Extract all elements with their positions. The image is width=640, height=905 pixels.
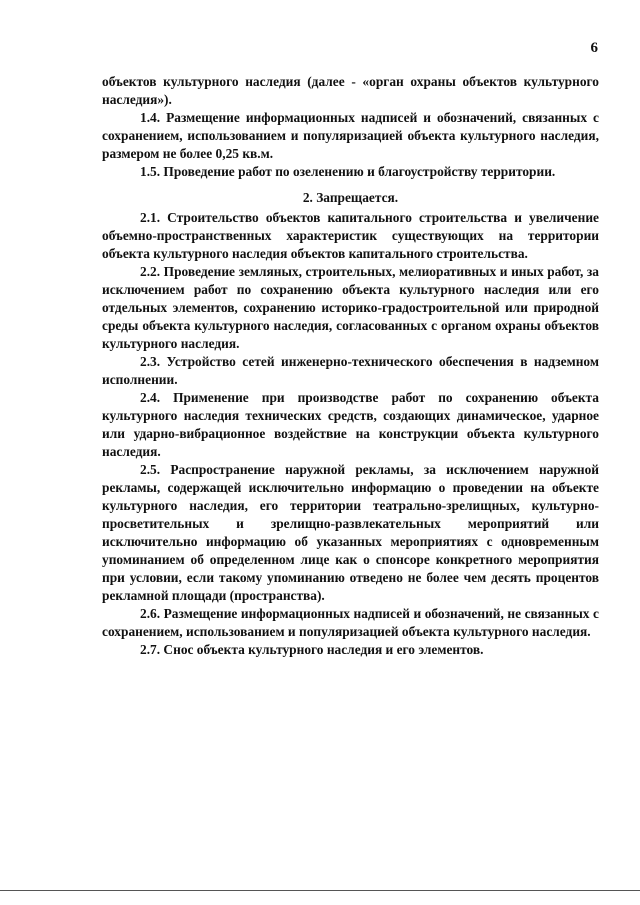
section-heading-2: 2. Запрещается. [302,190,399,205]
paragraph-continuation: объектов культурного наследия (далее - «орган охраны объектов культурного наследия»). [102,74,599,107]
paragraph-2-3: 2.3. Устройство сетей инженерно-технического обеспечения в надземном исполнении. [102,354,599,387]
paragraph-2-4: 2.4. Применение при производстве работ по сохранению объекта культурного наследия технических средств, создающих динамическое, ударное или ударно-вибрационное воздействие на конструкции объекта культурного наследия. [102,390,599,459]
paragraph-2-2: 2.2. Проведение земляных, строительных, мелиоративных и иных работ, за исключением работ по сохранению объекта культурного наследия или его отдельных элементов, сохранению историко-градостроительной или природной среды объекта культурного наследия, согласованных с органом охраны объектов культурного наследия. [102,264,599,351]
paragraph-1-4: 1.4. Размещение информационных надписей и обозначений, связанных с сохранением, использованием и популяризацией объекта культурного наследия, размером не более 0,25 кв.м. [102,110,599,161]
paragraph-2-1: 2.1. Строительство объектов капитального строительства и увеличение объемно-пространственных характеристик существующих на территории объекта культурного наследия объектов капитального строительства. [102,210,599,261]
document-body [102,73,599,659]
bottom-divider [0,890,640,891]
paragraph-2-5: 2.5. Распространение наружной рекламы, за исключением наружной рекламы, содержащей исключительно информацию о проведении на объекте культурного наследия, его территории театрально-зрелищных, культурно-просветительных и зрелищно-развлекательных мероприятий или исключительно информацию об указанных мероприятиях с одновременным упоминанием об определенном лице как о спонсоре конкретного мероприятия при условии, если такому упоминанию отведено не более чем десять процентов рекламной площади (пространства). [102,462,599,603]
paragraph-2-7: 2.7. Снос объекта культурного наследия и его элементов. [140,642,484,657]
page-number: 6 [590,40,598,56]
paragraph-1-5: 1.5. Проведение работ по озеленению и благоустройству территории. [140,164,556,179]
paragraph-2-6: 2.6. Размещение информационных надписей и обозначений, не связанных с сохранением, использованием и популяризацией объекта культурного наследия. [102,606,599,639]
